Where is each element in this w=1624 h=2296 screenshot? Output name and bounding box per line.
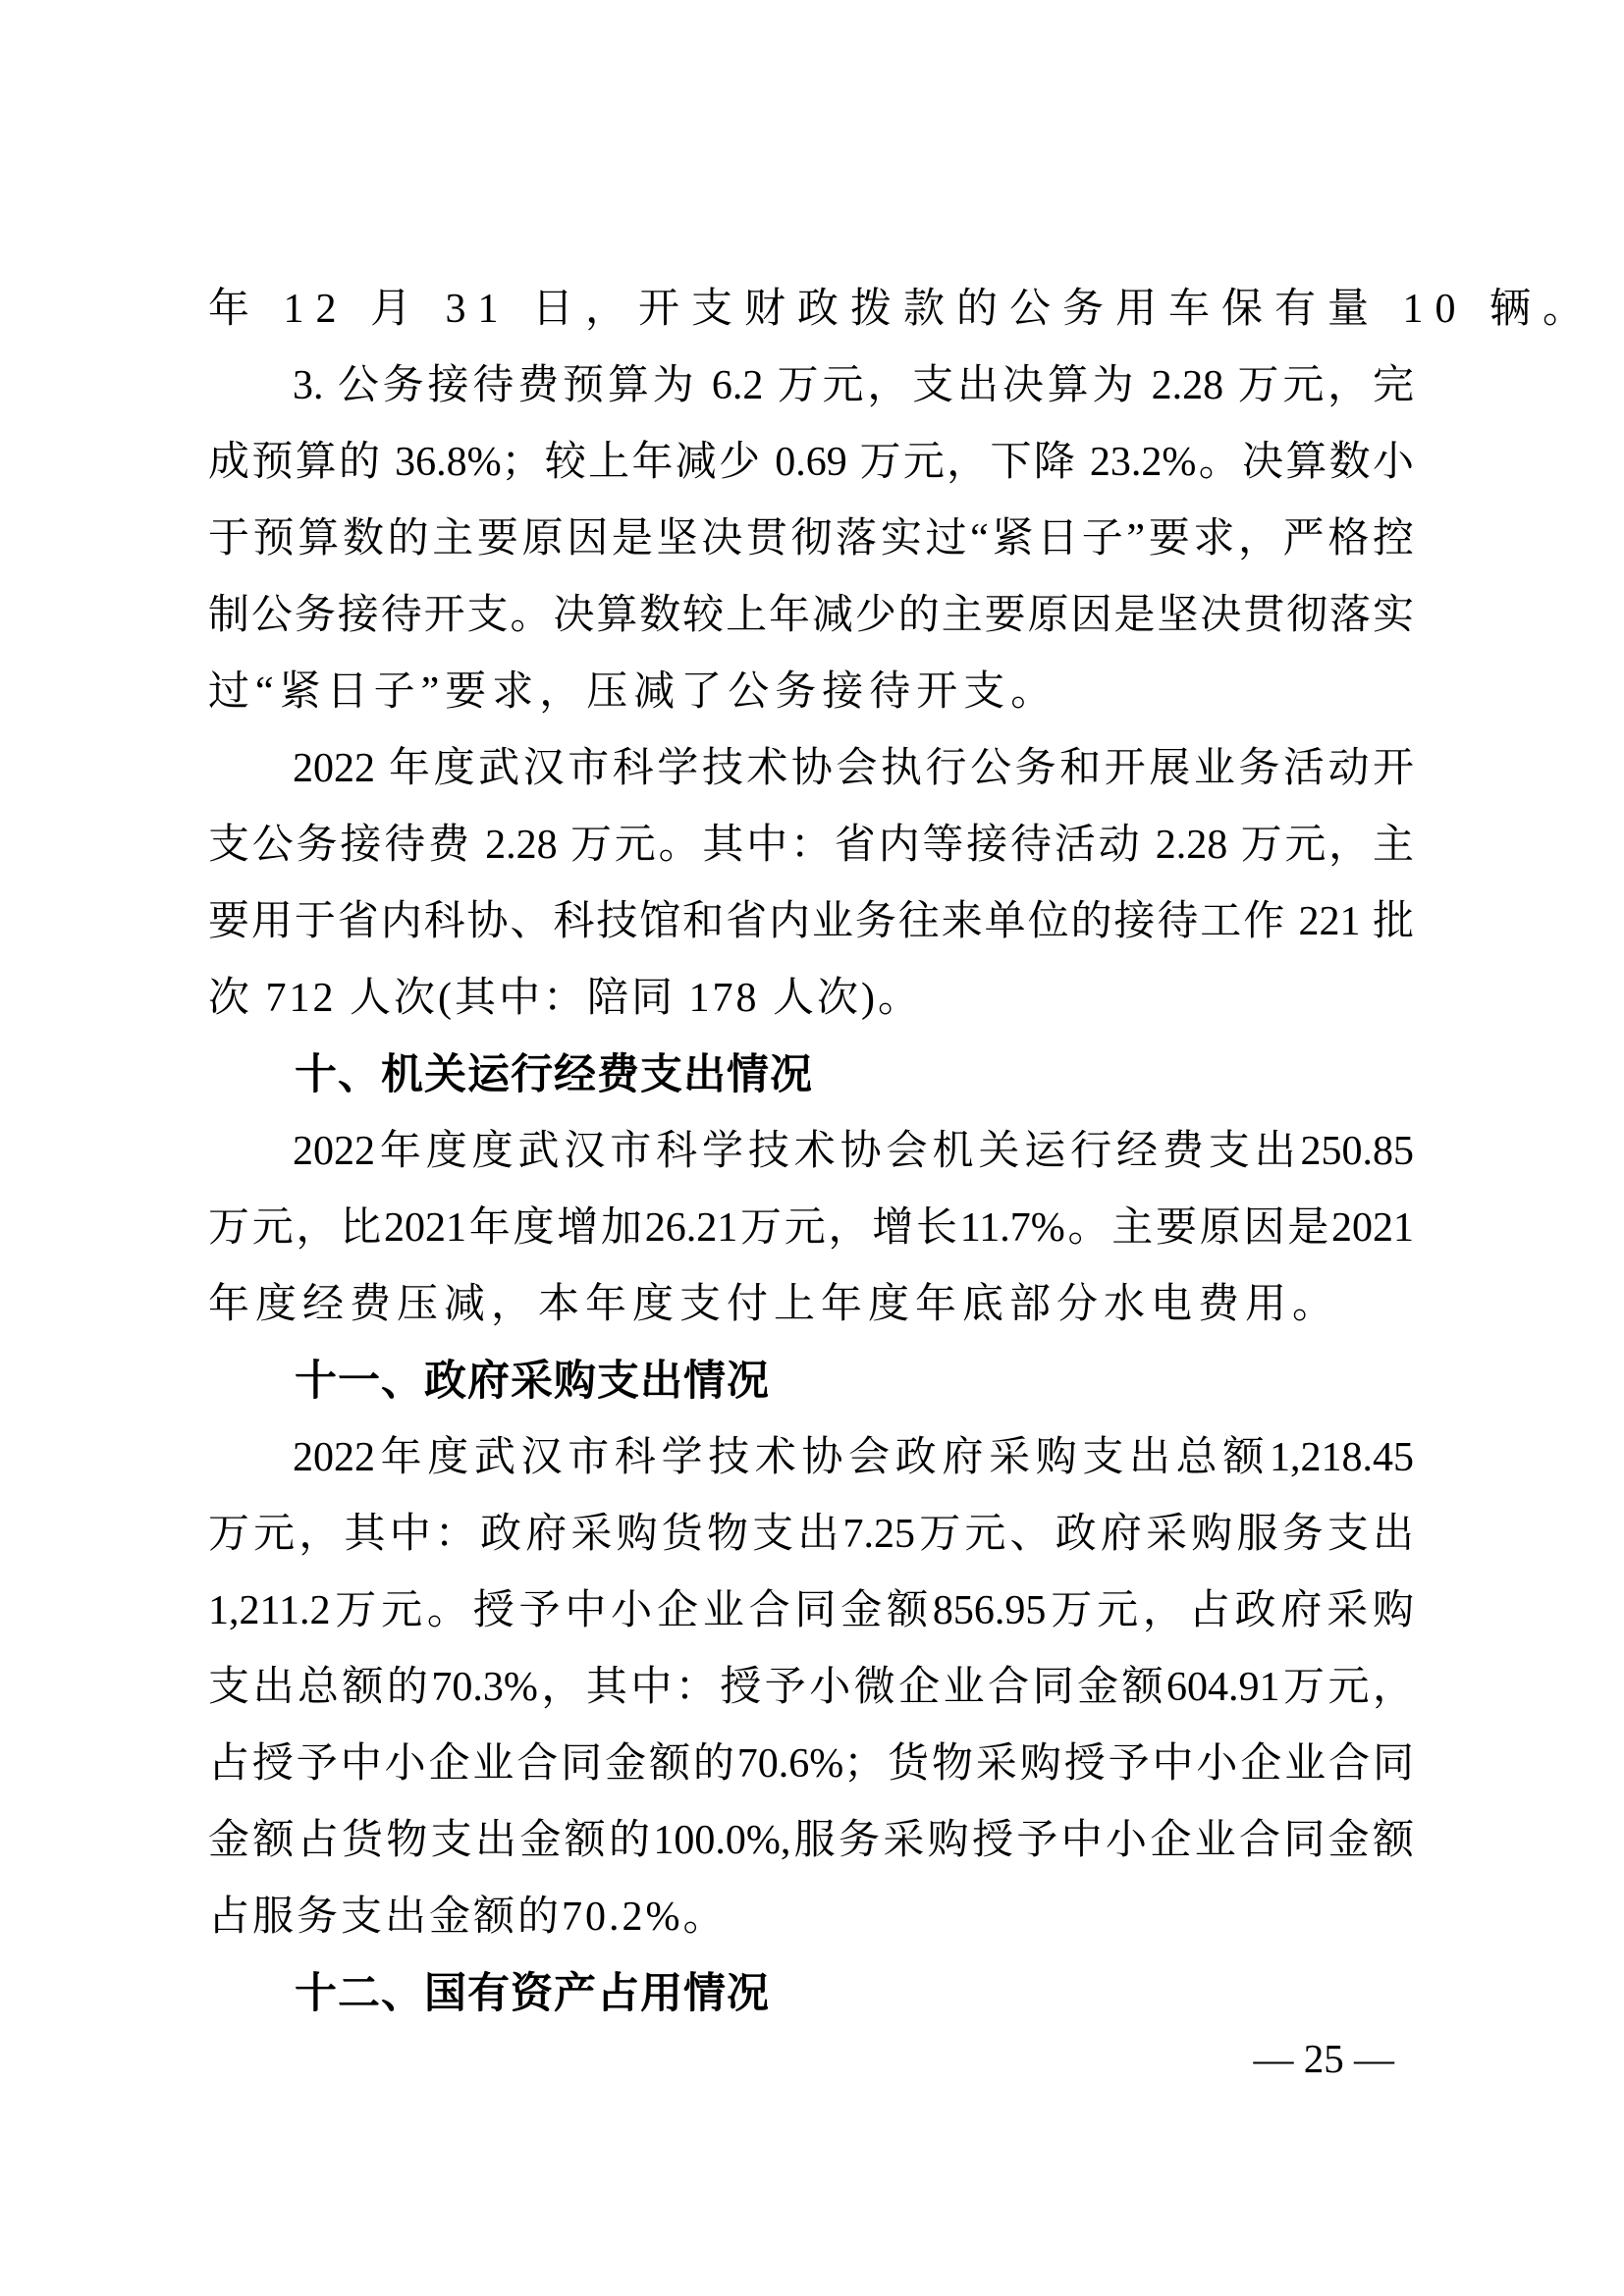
section-heading-12: 十二、国有资产占用情况: [295, 1970, 770, 2017]
text-line: 万元，比2021年度增加26.21万元，增长11.7%。主要原因是2021: [208, 1205, 1414, 1251]
text-line: 占服务支出金额的70.2%。: [208, 1895, 728, 1940]
text-line: 2022 年度武汉市科学技术协会执行公务和开展业务活动开: [293, 746, 1414, 791]
text-line: 1,211.2万元。授予中小企业合同金额856.95万元，占政府采购: [208, 1588, 1414, 1633]
text-line: 年 12 月 31 日，开支财政拨款的公务用车保有量 10 辆。: [208, 287, 1597, 332]
page-number: — 25 —: [1253, 2036, 1394, 2081]
text-line: 要用于省内科协、科技馆和省内业务往来单位的接待工作 221 批: [208, 899, 1414, 944]
text-line: 万元，其中：政府采购货物支出7.25万元、政府采购服务支出: [208, 1512, 1414, 1557]
text-line: 支公务接待费 2.28 万元。其中：省内等接待活动 2.28 万元，主: [208, 823, 1414, 868]
text-line: 制公务接待开支。决算数较上年减少的主要原因是坚决贯彻落实: [208, 593, 1414, 638]
text-line: 占授予中小企业合同金额的70.6%；货物采购授予中小企业合同: [208, 1741, 1414, 1787]
text-line: 2022年度武汉市科学技术协会政府采购支出总额1,218.45: [293, 1435, 1414, 1480]
text-line: 支出总额的70.3%，其中：授予小微企业合同金额604.91万元，: [208, 1665, 1414, 1710]
text-line: 过“紧日子”要求，压减了公务接待开支。: [208, 669, 1058, 715]
section-heading-11: 十一、政府采购支出情况: [295, 1358, 770, 1405]
text-block: [208, 271, 1597, 2032]
text-line: 金额占货物支出金额的100.0%,服务采购授予中小企业合同金额: [208, 1818, 1414, 1863]
text-line: 2022年度度武汉市科学技术协会机关运行经费支出250.85: [293, 1129, 1414, 1174]
text-line: 3. 公务接待费预算为 6.2 万元，支出决算为 2.28 万元，完: [293, 363, 1414, 408]
text-line: 次 712 人次(其中：陪同 178 人次)。: [208, 976, 922, 1021]
text-line: 于预算数的主要原因是坚决贯彻落实过“紧日子”要求，严格控: [208, 516, 1414, 561]
section-heading-10: 十、机关运行经费支出情况: [295, 1051, 813, 1098]
text-line: 年度经费压减，本年度支付上年度年底部分水电费用。: [208, 1282, 1340, 1327]
text-line: 成预算的 36.8%；较上年减少 0.69 万元，下降 23.2%。决算数小: [208, 440, 1414, 485]
